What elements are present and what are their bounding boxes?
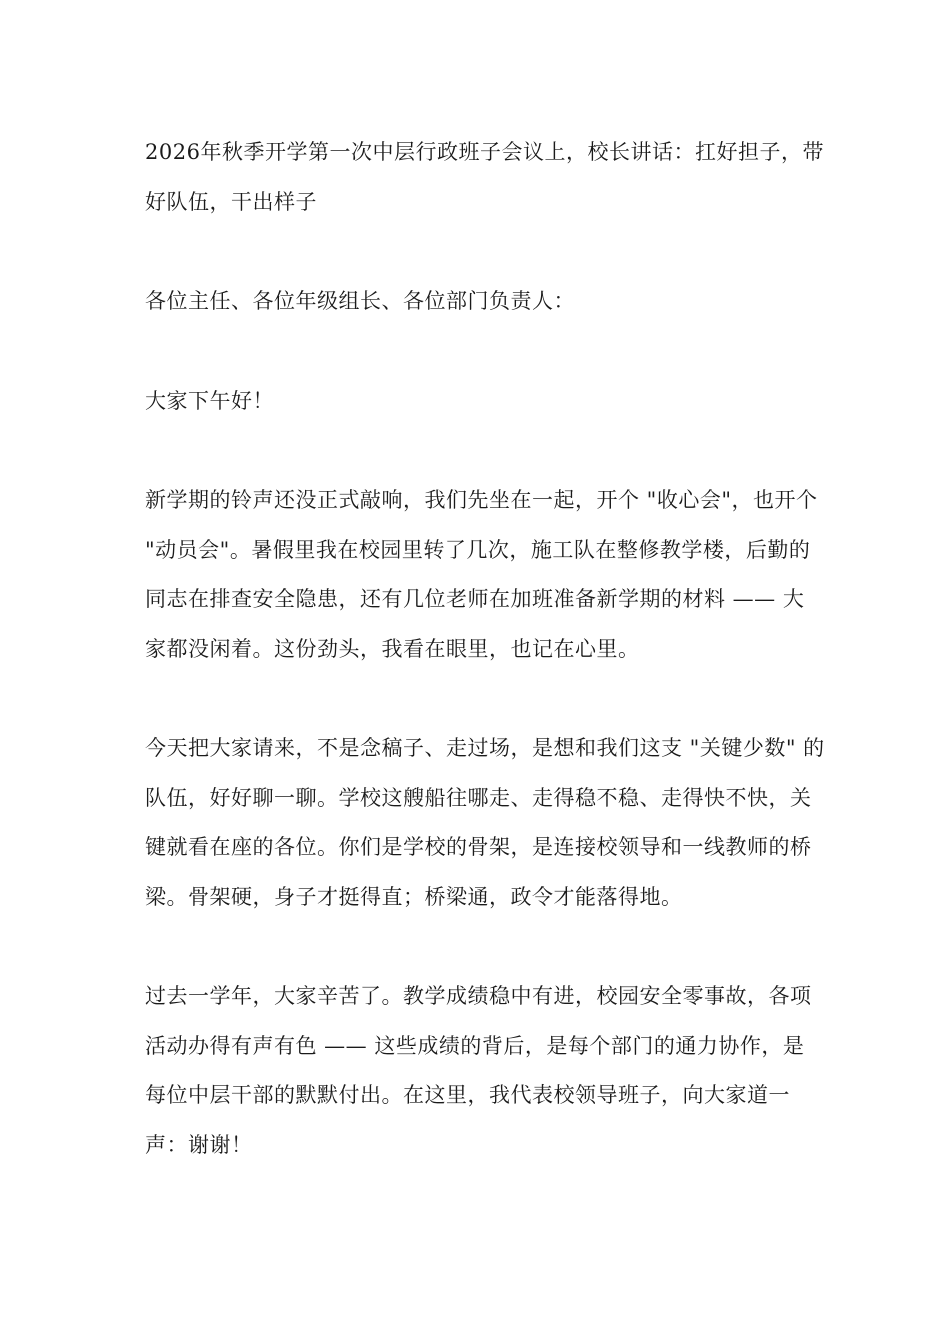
- document-title: 2026年秋季开学第一次中层行政班子会议上，校长讲话：扛好担子，带好队伍，干出样子: [145, 140, 824, 214]
- paragraph-2: 今天把大家请来，不是念稿子、走过场，是想和我们这支 "关键少数" 的队伍，好好聊一聊。学校这艘船往哪走、走得稳不稳、走得快不快，关键就看在座的各位。你们是学校的骨架，是连接校领导和一线教师的桥梁。骨架硬，身子才挺得直；桥梁通，政令才能落得地。: [145, 736, 825, 909]
- salutation: 各位主任、各位年级组长、各位部门负责人：: [145, 289, 575, 313]
- greeting: 大家下午好！: [145, 388, 274, 413]
- paragraph-1: 新学期的铃声还没正式敲响，我们先坐在一起，开个 "收心会"，也开个 "动员会"。暑假里我在校园里转了几次，施工队在整修教学楼，后勤的同志在排查安全隐患，还有几位老师在加班准备新学期的材料 —— 大家都没闲着。这份劲头，我看在眼里，也记在心里。: [145, 488, 818, 661]
- paragraph-3: 过去一学年，大家辛苦了。教学成绩稳中有进，校园安全零事故，各项活动办得有声有色 —— 这些成绩的背后，是每个部门的通力协作，是每位中层干部的默默付出。在这里，我代表校领导班子，向大家道一声：谢谢！: [145, 984, 812, 1157]
- document-body: [145, 128, 825, 1220]
